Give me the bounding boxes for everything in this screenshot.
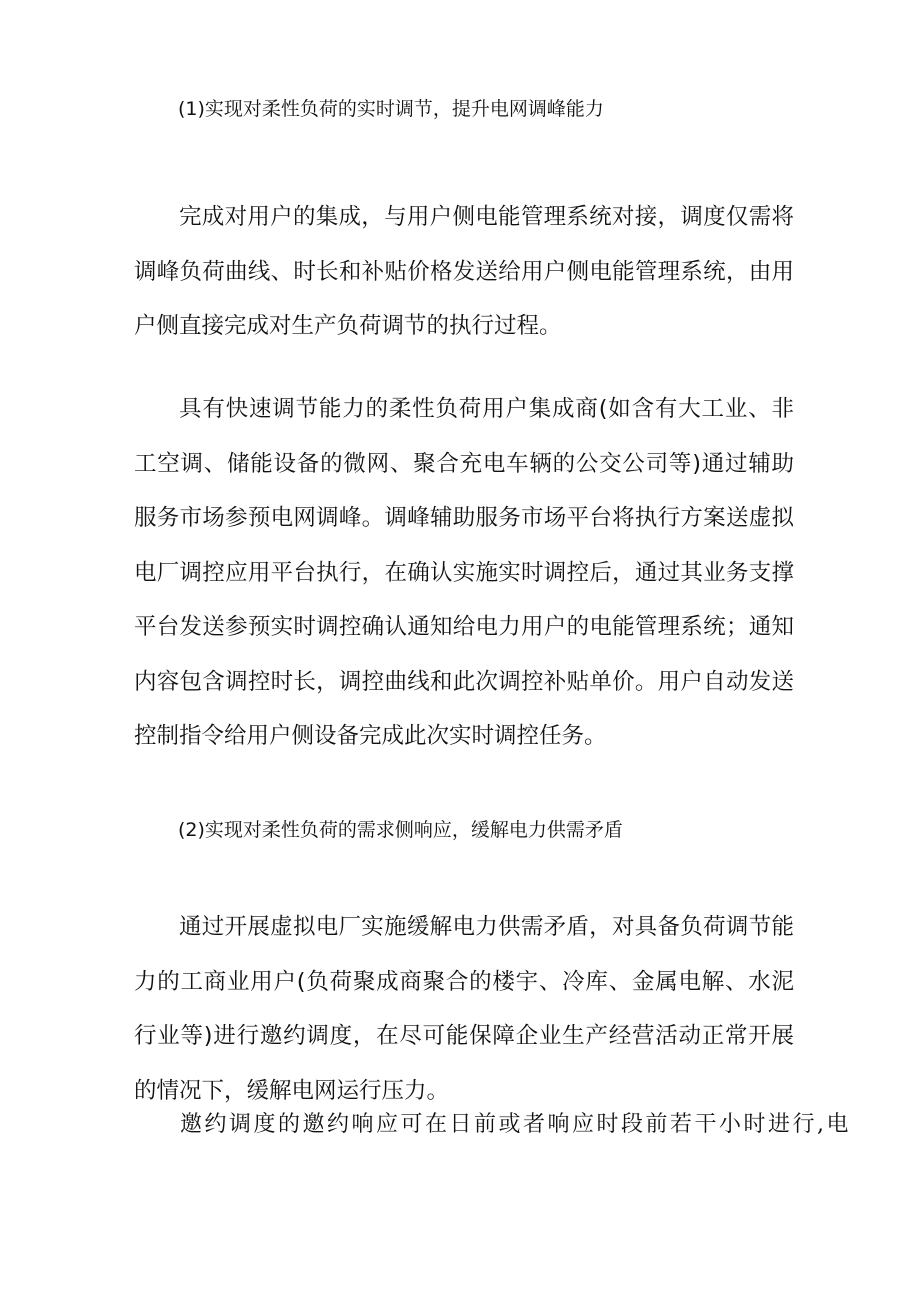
paragraph-3: 通过开展虚拟电厂实施缓解电力供需矛盾，对具备负荷调节能力的工商业用户(负荷聚成商聚合的楼宇、冷库、金属电解、水泥行业等)进行邀约调度，在尽可能保障企业生产经营活动正常开展的情况下，缓解电网运行压力。 xyxy=(134,914,794,1104)
paragraph-2: 具有快速调节能力的柔性负荷用户集成商(如含有大工业、非工空调、储能设备的微网、聚合充电车辆的公交公司等)通过辅助服务市场参预电网调峰。调峰辅助服务市场平台将执行方案送虚拟电厂调控应用平台执行，在确认实施实时调控后，通过其业务支撑平台发送参预实时调控确认通知给电力用户的电能管理系统；通知内容包含调控时长，调控曲线和此次调控补贴单价。用户自动发送控制指令给用户侧设备完成此次实时调控任务。 xyxy=(134,396,794,749)
section-heading-1: (1)实现对柔性负荷的实时调节，提升电网调峰能力 xyxy=(178,98,604,120)
section-heading-2: (2)实现对柔性负荷的需求侧响应，缓解电力供需矛盾 xyxy=(178,819,623,841)
paragraph-4-partial: 邀约调度的邀约响应可在日前或者响应时段前若干小时进行,电 xyxy=(180,1112,851,1137)
paragraph-1: 完成对用户的集成，与用户侧电能管理系统对接，调度仅需将调峰负荷曲线、时长和补贴价格发送给用户侧电能管理系统，由用户侧直接完成对生产负荷调节的执行过程。 xyxy=(134,204,794,339)
